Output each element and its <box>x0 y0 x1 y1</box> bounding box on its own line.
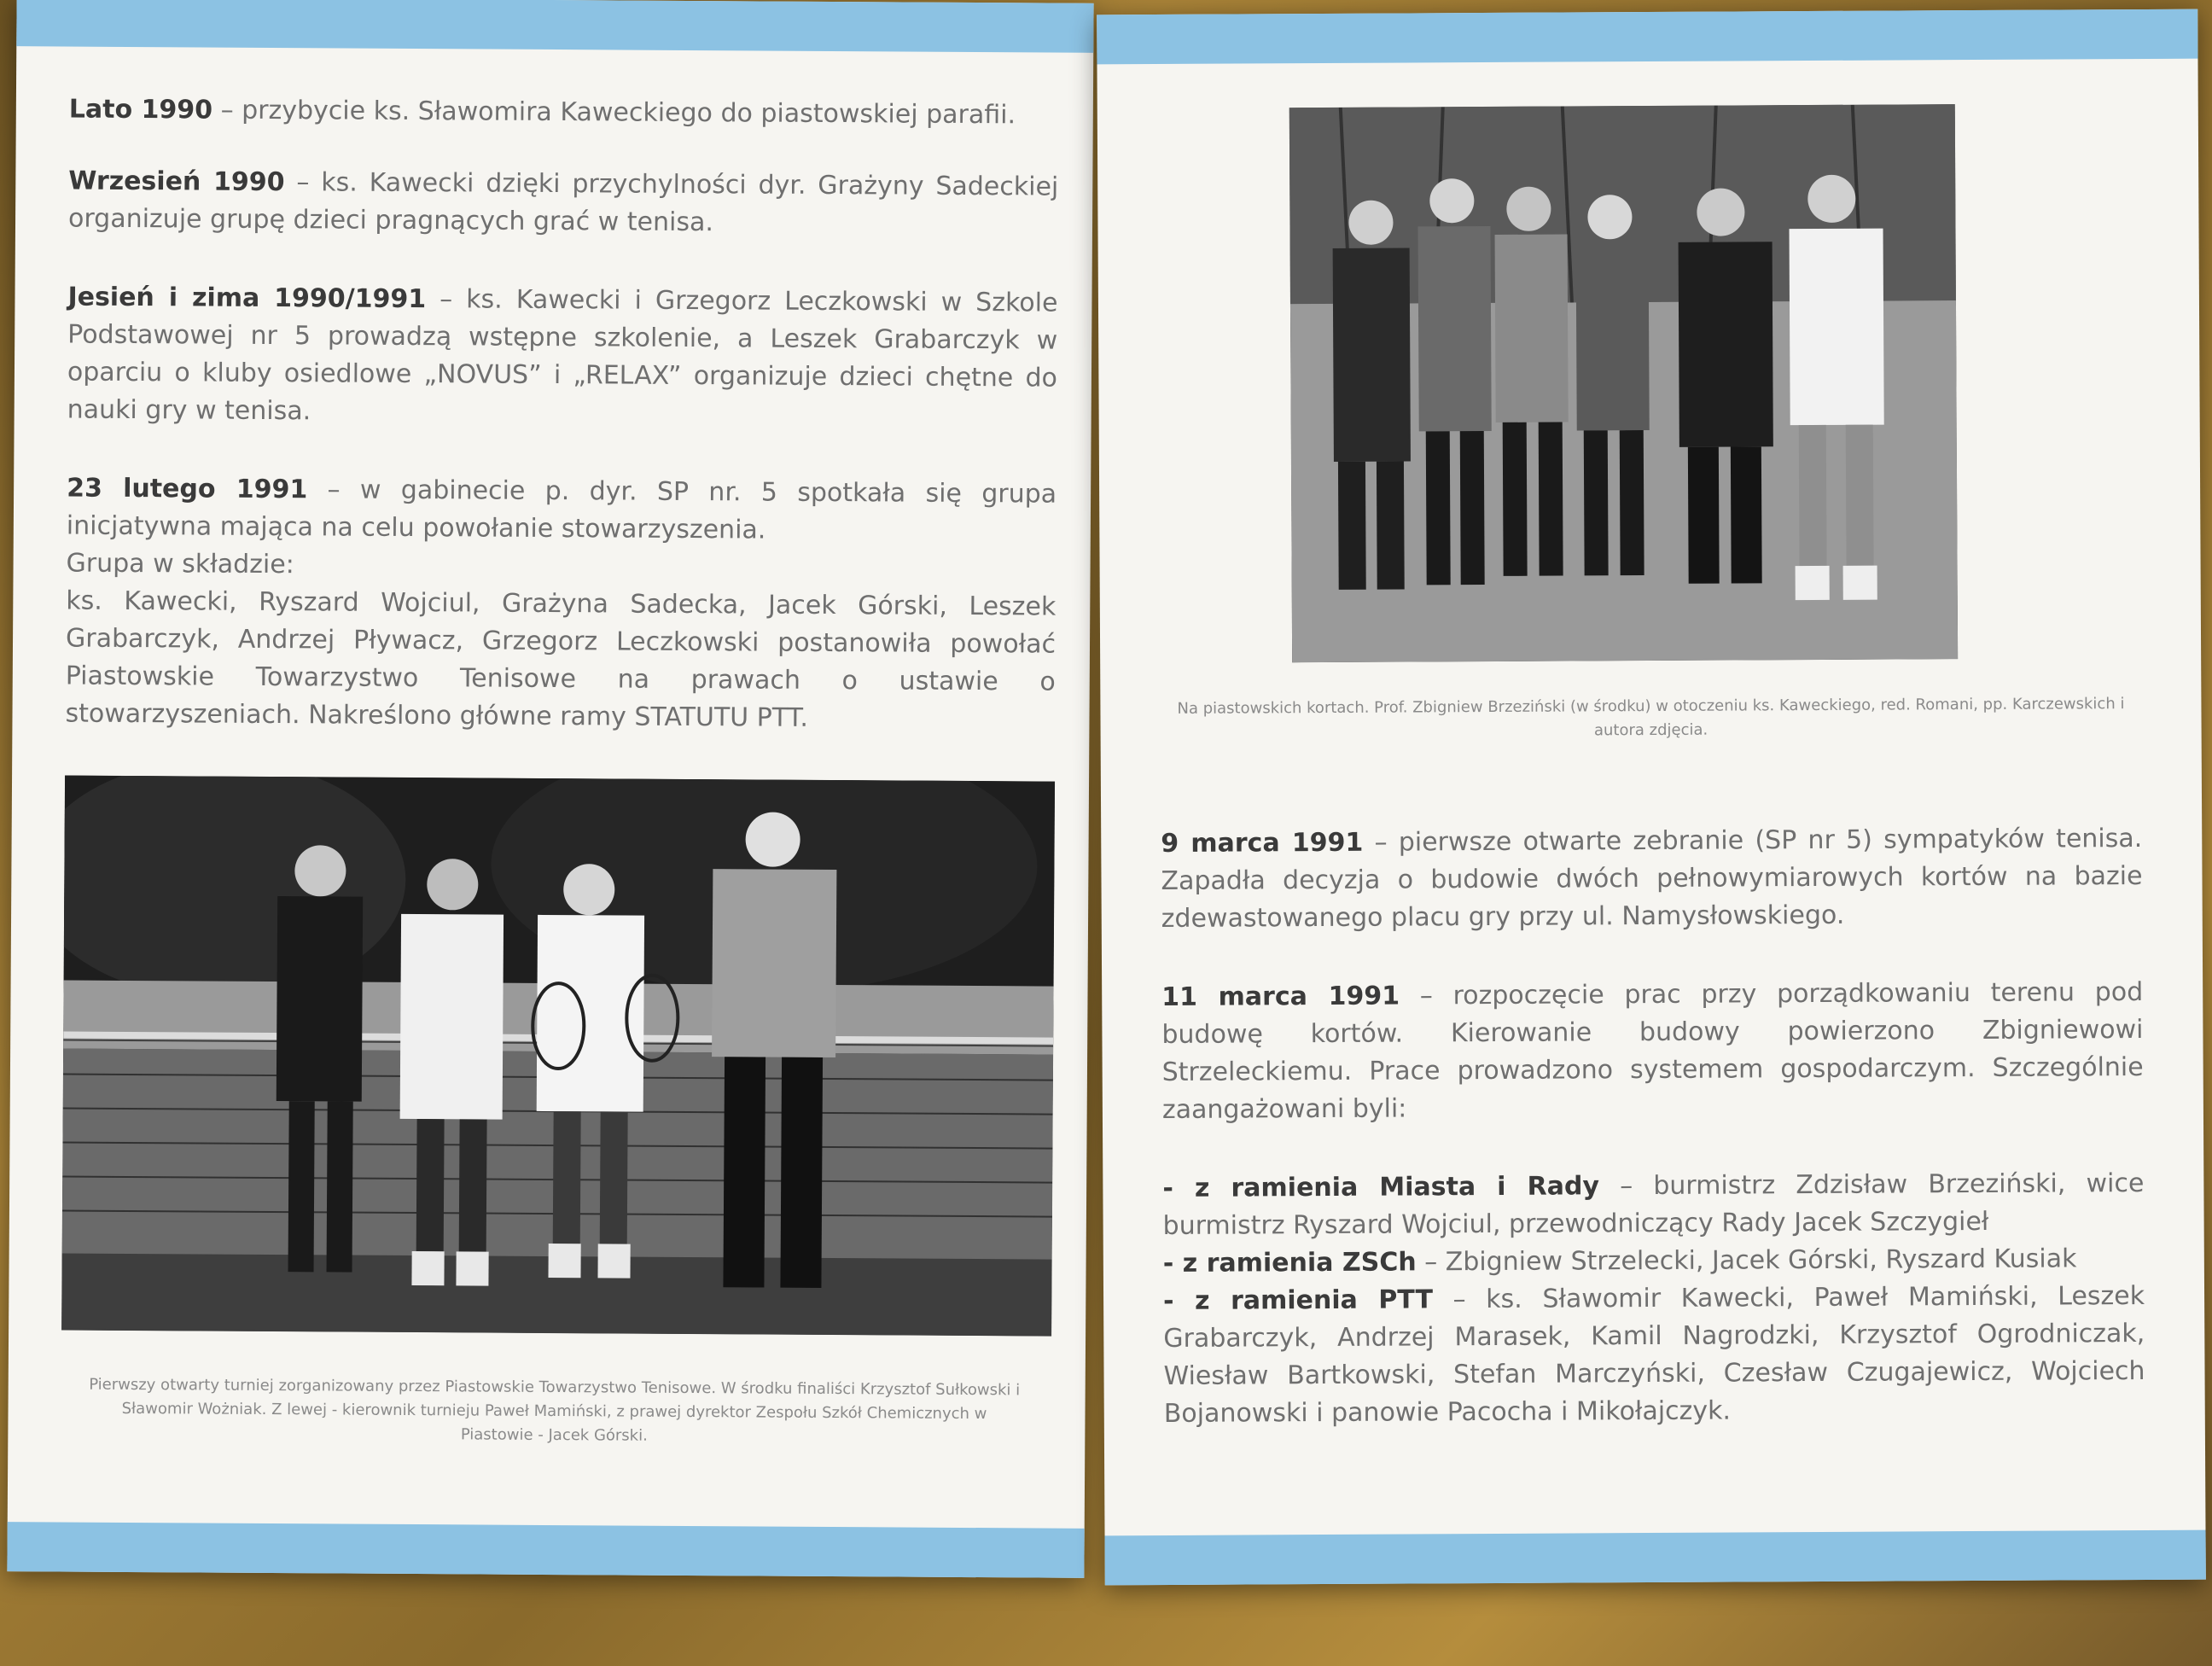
left-text-block <box>65 91 1059 773</box>
courts-photo <box>1289 104 1958 662</box>
right-page <box>1097 9 2206 1586</box>
group-miasta-rady: - z ramienia Miasta i Rady – burmistrz Zdzisław Brzeziński, wice burmistrz Ryszard Wojciul, przewodniczący Rady Jacek Szczygieł <box>1162 1168 2145 1242</box>
left-page <box>7 0 1093 1578</box>
entry-wrzesien-1990: Wrzesień 1990 – ks. Kawecki dzięki przychylności dyr. Grażyny Sadeckiej organizuje grupę dzieci pragnących grać w tenisa. <box>67 166 1059 238</box>
top-color-band <box>16 0 1093 53</box>
bottom-color-band <box>7 1522 1084 1578</box>
group-zsch: - z ramienia ZSCh – Zbigniew Strzelecki, Jacek Górski, Ryszard Kusiak <box>1162 1244 2077 1279</box>
tournament-photo <box>61 776 1055 1337</box>
tournament-photo-caption: Pierwszy otwarty turniej zorganizowany przez Piastowskie Towarzystwo Tenisowe. W środku finaliści Krzysztof Sułkowski i Sławomir Wożniak. Z lewej - kierownik turnieju Paweł Mamiński, z prawej dyrektor Zespołu Szkół Chemicznych w Piastowie - Jacek Górski. <box>89 1375 1021 1445</box>
entry-lato-1990: Lato 1990 – przybycie ks. Sławomira Kaweckiego do piastowskiej parafii. <box>68 94 1016 131</box>
tournament-photo-image <box>61 776 1055 1337</box>
entry-11-marca-1991: 11 marca 1991 – rozpoczęcie prac przy porządkowaniu terenu pod budowę kortów. Kierowanie budowy powierzono Zbigniewowi Strzeleckiemu. Prace prowadzono systemem gospodarczym. Szczególnie zaangażowani byli: <box>1161 976 2144 1126</box>
entry-jesien-zima: Jesień i zima 1990/1991 – ks. Kawecki i Grzegorz Leczkowski w Szkole Podstawowej nr 5 prowadzą wstępne szkolenie, a Leszek Grabarczyk w oparciu o kluby osiedlowe „NOVUS” i „RELAX” organizuje dzieci chętne do nauki gry w tenisa. <box>67 282 1058 427</box>
group-ptt: - z ramienia PTT – ks. Sławomir Kawecki, Paweł Mamiński, Leszek Grabarczyk, Andrzej Marasek, Kamil Nagrodzki, Krzysztof Ogrodniczak, Wiesław Bartkowski, Stefan Marczyński, Czesław Czugajewicz, Wojciech Bojanowski i panowie Pacocha i Mikołajczyk. <box>1162 1280 2145 1430</box>
bottom-color-band <box>1105 1530 2206 1586</box>
top-color-band <box>1097 9 2197 65</box>
entry-23-lutego-1991: 23 lutego 1991 – w gabinecie p. dyr. SP nr. 5 spotkała się grupa inicjatywna mająca na celu powołanie stowarzyszenia. Grupa w składzie: ks. Kawecki, Ryszard Wojciul, Grażyna Sadecka, Jacek Górski, Leszek Grabarczyk, Andrzej Pływacz, Grzegorz Leczkowski postanowiła powołać Piastowskie Towarzystwo Tenisowe na prawach o ustawie o stowarzyszeniach. Nakreślono główne ramy STATUTU PTT. <box>65 473 1057 733</box>
courts-photo-caption: Na piastowskich kortach. Prof. Zbigniew Brzeziński (w środku) w otoczeniu ks. Kaweckiego, red. Romani, pp. Karczewskich i autora zdjęcia. <box>1177 695 2125 740</box>
right-text-block <box>1161 820 2145 1433</box>
entry-9-marca-1991: 9 marca 1991 – pierwsze otwarte zebranie (SP nr 5) sympatyków tenisa. Zapadła decyzja o budowie dwóch pełnowymiarowych kortów na bazie zdewastowanego placu gry przy ul. Namysłowskiego. <box>1161 823 2143 935</box>
courts-photo-image <box>1289 104 1958 662</box>
